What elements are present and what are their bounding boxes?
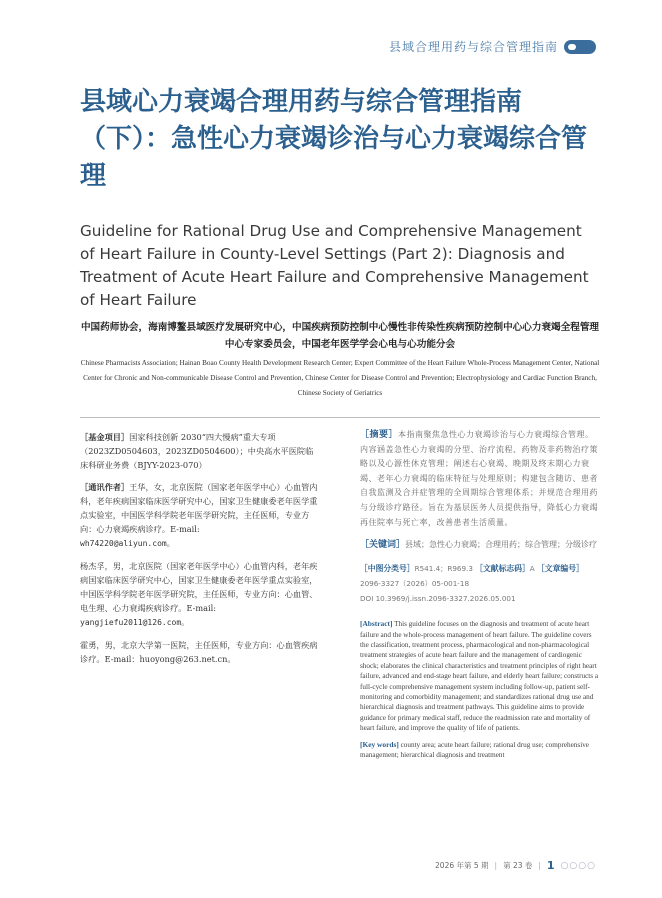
- volume-label: 第 23 卷: [503, 861, 533, 870]
- corresponding-label: ［通讯作者］: [80, 482, 130, 492]
- keywords-cn-text: 县域；急性心力衰竭；合理用药；综合管理；分级诊疗: [405, 540, 598, 550]
- abstract-en-text: This guideline focuses on the diagnosis and treatment of acute heart failure and the whole-process management of heart failure. The guideline covers the classification, treatment process, pharmacological and non-pharmacological treatment strategies of acute heart failure and the management of cardiogenic shock; elaborates the clinical characteristics and treatment principles of right heart failure, advanced and end-stage heart failure, and elderly heart failure; constructs a full-cycle comprehensive management system including follow-up, patient self-monitoring and comorbidity management; and standardizes rational drug use and hierarchical diagnosis and treatment pathways. This guideline aims to provide guidance for primary medical staff, reduce the readmission rate and mortality of heart failure, and improve the quality of life of patients.: [360, 620, 599, 733]
- authors-chinese: 中国药师协会，海南博鳌县域医疗发展研究中心，中国疾病预防控制中心慢性非传染性疾病预防控制中心心力衰竭全程管理中心专家委员会，中国老年医学学会心电与心功能分会: [80, 322, 600, 350]
- footer-ornament: ○○○○: [560, 860, 596, 871]
- doi[interactable]: DOI 10.3969/j.issn.2096-3327.2026.05.001: [360, 594, 516, 604]
- keywords-en-label: [Key words]: [360, 739, 399, 749]
- title-english: Guideline for Rational Drug Use and Comprehensive Management of Heart Failure in County-Level Settings (Part 2): Diagnosis and Treatment of Acute Heart Failure and Comprehensive Management of Heart Failure: [80, 222, 589, 309]
- title-chinese: 县域心力衰竭合理用药与综合管理指南（下）：急性心力衰竭诊治与心力衰竭综合管理: [80, 87, 588, 191]
- fund-text: 国家科技创新 2030“四大慢病”重大专项（2023ZD0504603，2023ZD0504600）；中央高水平医院临床科研业务费（BJYY-2023-070）: [80, 432, 314, 470]
- doc-code-value: A: [529, 564, 535, 574]
- clc-value: R541.4；R969.3: [414, 564, 473, 574]
- article-number: 2096-3327（2026）05-001-18: [360, 579, 470, 589]
- article-number-label: ［文章编号］: [537, 564, 584, 574]
- journal-logo-icon: [564, 40, 596, 54]
- corresponding-email[interactable]: wh74220@aliyun.com。: [80, 539, 175, 548]
- fund-label: ［基金项目］: [80, 432, 130, 442]
- running-header: [389, 38, 596, 55]
- abstract-en-label: [Abstract]: [360, 619, 393, 629]
- classification-line: [360, 562, 600, 575]
- page-number: 1: [546, 859, 555, 872]
- abstract-cn-text: 本指南聚焦急性心力衰竭诊治与心力衰竭综合管理。内容涵盖急性心力衰竭的分型、治疗流程、药物及非药物治疗策略以及心源性休克管理；阐述右心衰竭、晚期及终末期心力衰竭、老年心力衰竭的临床特征与处理原则；构建包含随访、患者自我监测及合并症管理的全周期综合管理体系；并规范合理用药与分级诊疗路径。旨在为基层医务人员提供指导，降低心力衰竭再住院率与死亡率，改善患者生活质量。: [360, 430, 598, 527]
- authors-english: Chinese Pharmacists Association; Hainan Boao County Health Development Research Center; Expert Committee of the Heart Failure Whole-Process Management Center, National Center for Chronic and Non-communicable Disease Control and Prevention, Chinese Center for Disease Control and Prevention; Electrophysiology and Cardiac Function Branch, Chinese Society of Geriatrics: [80, 359, 600, 397]
- keywords-english: [360, 740, 600, 761]
- author2-note: [80, 559, 320, 630]
- clc-label: ［中图分类号］: [360, 564, 415, 574]
- doc-code-label: ［文献标志码］: [475, 564, 530, 574]
- issue-label: 2026 年第 5 期: [435, 861, 489, 870]
- abstract-chinese: [360, 428, 600, 530]
- divider: [80, 417, 600, 418]
- footer-separator: |: [494, 861, 498, 870]
- keywords-en-text: county area; acute heart failure; rational drug use; comprehensive management; hierarchical diagnosis and treatment: [360, 740, 589, 760]
- author-notes: [80, 430, 320, 674]
- page-footer: [435, 859, 596, 872]
- abstract-english: [360, 619, 600, 733]
- keywords-cn-label: ［关键词］: [360, 540, 406, 551]
- abstract-column: [360, 428, 600, 766]
- abstract-cn-label: ［摘要］: [360, 430, 399, 440]
- corresponding-text: 王华，女，北京医院（国家老年医学中心）心血管内科，老年疾病国家临床医学研究中心，国家卫生健康委老年医学重点实验室，中国医学科学院老年医学研究院，主任医师，专业方向：心力衰竭疾病诊疗。E-mail:: [80, 482, 318, 534]
- author2-text: 杨杰孚，男，北京医院（国家老年医学中心）心血管内科，老年疾病国家临床医学研究中心，国家卫生健康委老年医学重点实验室，中国医学科学院老年医学研究院，主任医师，专业方向：心血管、电生理、心力衰竭疾病诊疗。E-mail:: [80, 561, 318, 613]
- running-title: 县域合理用药与综合管理指南: [388, 40, 558, 54]
- corresponding-author-note: [80, 480, 320, 551]
- fund-note: [80, 430, 320, 472]
- author3-text: 霍勇，男，北京大学第一医院，主任医师，专业方向：心血管疾病诊疗。E-mail：huoyong@263.net.cn。: [80, 640, 318, 664]
- author2-email[interactable]: yangjiefu2011@126.com。: [80, 618, 190, 627]
- keywords-chinese: [360, 538, 600, 552]
- footer-separator: |: [538, 861, 541, 870]
- author3-note: [80, 638, 320, 666]
